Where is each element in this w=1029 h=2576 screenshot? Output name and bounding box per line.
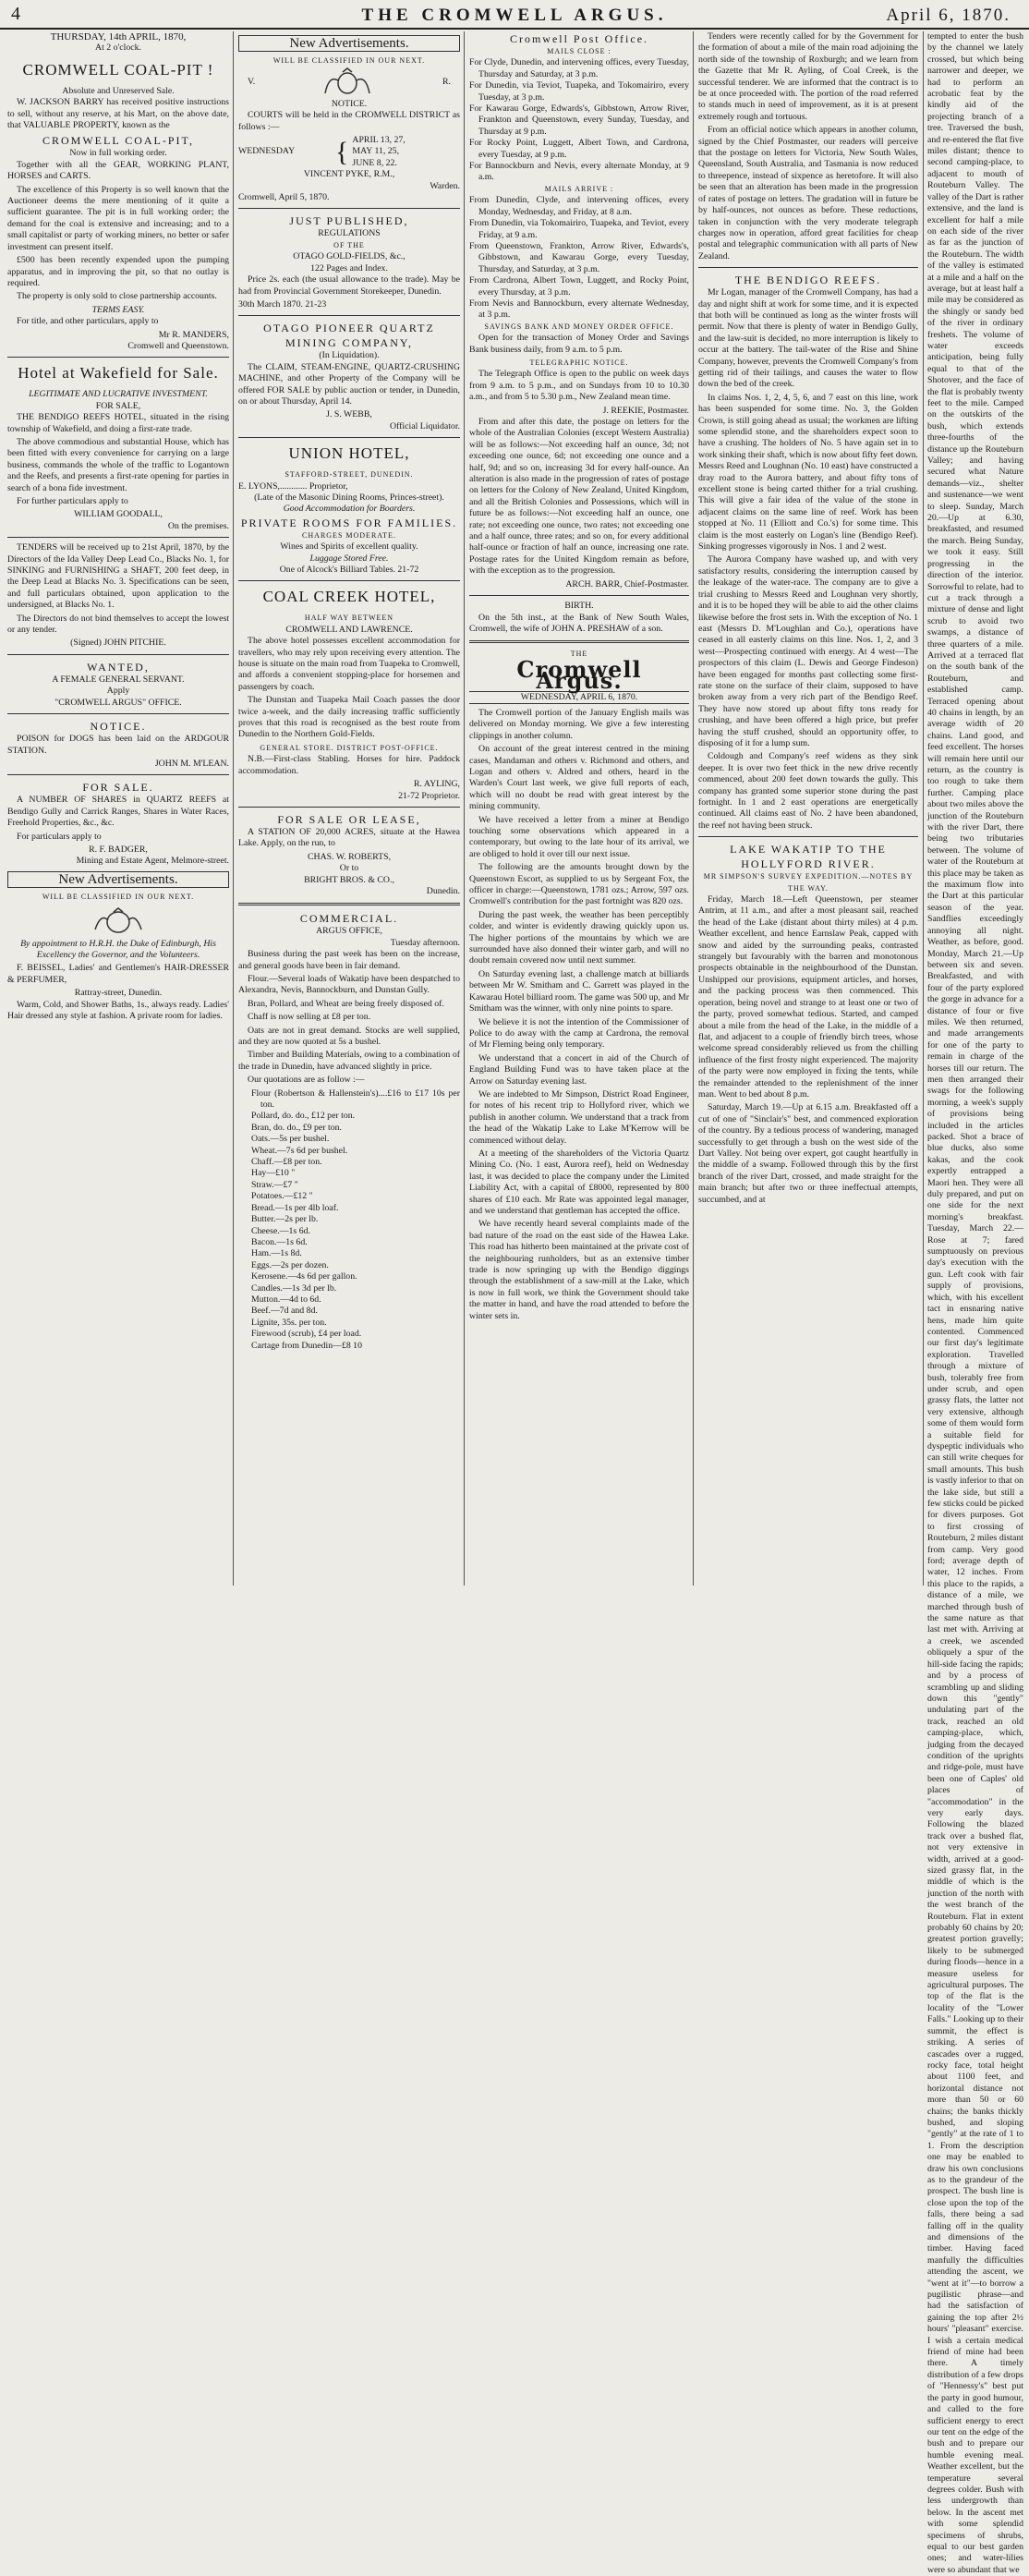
column-divider (923, 31, 924, 1586)
claim: The CLAIM, STEAM-ENGINE, QUARTZ-CRUSHING MACHINE, and other Property of the Company will be offered FOR SALE by public auction or tender, in Dunedin, on or about Thursday, April 14. (238, 361, 460, 407)
price-item: Chaff.—£8 per ton. (251, 1157, 322, 1168)
tenders-para: Tenders were recently called for by the Government for the formation of about a mile of the main road adjoining the north side of the township of Roxburgh; and we learn from the Gazette that Mr R. Ayling, of Coal Creek, is the successful tenderer. We are informed that the contract is to be at once proceeded with. The portion of the road referred to stands much in need of improvement, as it is at present extremely rough and tortuous. (698, 31, 918, 122)
tenders-directors: The Directors do not bind themselves to accept the lowest or any tender. (7, 613, 229, 636)
price-item: Oats.—5s per bushel. (251, 1134, 330, 1145)
coalpit-title: CROMWELL COAL-PIT ! (22, 60, 214, 79)
wednesday: WEDNESDAY (238, 146, 296, 157)
price-item: Kerosene.—4s 6d per gallon. (251, 1271, 357, 1282)
column-5 (927, 31, 1023, 2575)
bran: Bran, Pollard, and Wheat are being freely disposed of. (248, 998, 444, 1009)
quotations: Our quotations are as follow :— (248, 1075, 365, 1086)
divider (698, 267, 918, 268)
lake-sub: MR SIMPSON'S SURVEY EXPEDITION.—NOTES BY THE WAY. (703, 872, 914, 893)
price-item: Lignite, 35s. per ton. (251, 1317, 327, 1328)
shares-apply: For particulars apply to (17, 831, 102, 842)
divider (238, 437, 460, 438)
just-published: JUST PUBLISHED, (289, 214, 409, 228)
divider (238, 315, 460, 316)
divider (238, 903, 460, 905)
price-item: Wheat.—7s 6d per bushel. (251, 1145, 348, 1156)
goodall-loc: On the premises. (167, 520, 229, 531)
webb: J. S. WEBB, (326, 409, 372, 420)
coalpit-sub: Absolute and Unreserved Sale. (62, 85, 175, 96)
price-item: Bacon.—1s 6d. (251, 1236, 308, 1247)
court-date: APRIL 13, 27, (352, 135, 406, 146)
brace: { (335, 136, 349, 167)
beissel-body: Warm, Cold, and Shower Baths, 1s., always ready. Ladies' Hair dressed any style at fashion. A private room for ladies. (7, 999, 229, 1021)
price-date: 30th March 1870. 21-23 (238, 298, 327, 310)
editorial-p: We have recently heard several complaints made of the bad nature of the road on the east side of the Hawea Lake. This road has hitherto been maintained at the private cost of the neighbouring runholders, but as an extensive timber trade is now springing up with the Bendigo diggings through the establishment of a saw-mill at the Lake, which is now in full work, we think the Government should take the matter in hand, and have the road attended to before the winter sets in. (469, 1219, 689, 1321)
roberts: CHAS. W. ROBERTS, (307, 851, 392, 862)
lease-body: A STATION OF 20,000 ACRES, situate at the Hawea Lake. Apply, on the run, to (238, 826, 460, 849)
bendigo-p: Coldough and Company's reef widens as they sink deeper. It is over two feet thick in the new drive recently commenced, about 200 feet down towards the gully. This company has granted some superior stone during the past fortnight. In 1 and 2 east operations are energetically continued. All claims east of No. 2 have been abandoned, the reef not having been struck. (698, 751, 918, 831)
bendigo-p: Mr Logan, manager of the Cromwell Company, has had a day and night shift at work for some time, and it is expected that both will be continued as long as the winter frosts will permit. Now that there is plenty of water in Bendigo Gully, and the law-suit is decided, no more interruption is likely to occur at the battery. The tail-water of the Rise and Shine Company, however, prevents the Cromwell Company's from getting rid of their tailings, and causes the water to flow down the bed of the creek. (698, 287, 918, 390)
luggage: Luggage Stored Free. (309, 553, 389, 564)
timber: Timber and Building Materials, owing to a combination of the trade in Dunedin, have advanced slightly in price. (238, 1050, 460, 1072)
ayling-title: 21-72 Proprietor. (398, 790, 460, 801)
webb-title: Official Liquidator. (390, 420, 460, 431)
store: GENERAL STORE. DISTRICT POST-OFFICE. (260, 743, 439, 752)
editorial-p: We believe it is not the intention of the Commissioner of Police to do away with the camp at Cardrona, the removal of Mr Fleming being only temporary. (469, 1016, 689, 1051)
savings-body: Open for the transaction of Money Order and Savings Bank business daily, from 9 a.m. to 5 p.m. (469, 333, 689, 355)
editorial-p: The Cromwell portion of the January English mails was delivered on Monday morning. We give a few interesting clippings in another column. (469, 707, 689, 741)
new-ads-heading: New Advertisements. (7, 871, 229, 888)
divider (7, 537, 229, 538)
post-office-heading: Cromwell Post Office. (509, 32, 649, 45)
of-the: OF THE (333, 240, 365, 249)
hotel-forsale: FOR SALE, (95, 400, 141, 411)
paper-date: WEDNESDAY, APRIL 6, 1870. (469, 691, 689, 704)
liquidation: (In Liquidation). (319, 350, 380, 361)
editorial-p: We are indebted to Mr Simpson, District Road Engineer, for notes of his recent trip to Hollyford river, which we publish in another column. We understand that a track from the head of the Wakatip Lake to Lake M'Kerrow will be commenced without delay. (469, 1088, 689, 1146)
arrive-list (469, 195, 689, 321)
sale-date: THURSDAY, 14th APRIL, 1870, (50, 31, 187, 43)
comm-body: Business during the past week has been on the increase, and general goods have been in fair demand. (238, 949, 460, 971)
editorial-p: We have received a letter from a miner at Bendigo touching some observations which appeared in a contemporary, but owing to the late hour of its arrival, we are obliged to hold it over till our next issue. (469, 814, 689, 859)
private-rooms: PRIVATE ROOMS FOR FAMILIES. (240, 516, 458, 529)
wanted-apply: Apply (106, 686, 130, 697)
editorial-p: We understand that a concert in aid of the Church of England Building Fund was to have taken place at the Arrow on Saturday evening last. (469, 1052, 689, 1087)
editorial-p: On Saturday evening last, a challenge match at billiards between Mr W. Smitham and C. Garrett was played in the Kawarau Hotel billiard room. The game was 500 up, and Mr Smitham was the winner, with only nine points to spare. (469, 968, 689, 1015)
beissel-loc: Rattray-street, Dunedin. (74, 988, 163, 999)
column-divider (233, 31, 234, 1586)
mail-close-item: For Bannockburn and Nevis, every alternate Monday, at 9 a.m. (469, 161, 689, 183)
price-item: Beef.—7d and 8d. (251, 1306, 318, 1317)
birth-body: On the 5th inst., at the Bank of New South Wales, Cromwell, the wife of JOHN A. PRESHAW of a son. (469, 612, 689, 634)
poison: POISON for DOGS has been laid on the ARDGOUR STATION. (7, 734, 229, 756)
court-dates (238, 135, 460, 169)
barr: ARCH. BARR, Chief-Postmaster. (565, 578, 689, 589)
page-number: 4 (11, 4, 20, 24)
lyons: E. LYONS,............ Proprietor, (238, 480, 348, 492)
court-date: MAY 11, 25, (352, 146, 400, 157)
charges: CHARGES MODERATE. (302, 530, 396, 540)
badger-loc: Mining and Estate Agent, Melmore-street. (76, 856, 229, 867)
price-item: Ham.—1s 8d. (251, 1248, 302, 1259)
editorial-p: On account of the great interest centred in the mining cases, Mandaman and others v. Richmond and others, and Logan and others v. Aldred and others, heard in the Warden's Court last week, we give full reports of each, which will no doubt be read with great interest by the mining community. (469, 744, 689, 812)
price-item: Bread.—1s per 4lb loaf. (251, 1202, 339, 1213)
ayling: R. AYLING, (414, 779, 460, 790)
crest-right: R. (442, 76, 451, 87)
savings: SAVINGS BANK AND MONEY ORDER OFFICE. (484, 322, 674, 331)
divider (469, 595, 689, 596)
flour: Flour.—Several loads of Wakatip have been despatched to Alexandra, Nevis, Bannockburn, and Dunstan Gully. (238, 973, 460, 996)
lake-head: LAKE WAKATIP TO THE HOLLYFORD RIVER. (730, 843, 887, 871)
divider (238, 807, 460, 808)
divider (469, 640, 689, 643)
vr-crest-block (238, 67, 460, 99)
classified-note: WILL BE CLASSIFIED IN OUR NEXT. (42, 893, 195, 902)
paper-name: Cromwell Argus. (516, 655, 642, 695)
bright-loc: Dunedin. (426, 885, 460, 896)
divider (238, 580, 460, 581)
price-item: Cartage from Dunedin—£8 10 (251, 1340, 362, 1351)
coalpit-apply: For title, and other particulars, apply to (17, 316, 159, 327)
price-item: Mutton.—4d to 6d. (251, 1294, 321, 1305)
journey-continued: tempted to enter the bush by the channel we lately crossed, but which being narrower and deeper, we had to perform an acrobatic feat by the kindly aid of the projecting branch of a tree. Traversed the bush, and re-entered the flat five miles distant; thence to second camping-place, to adjacent to mouth of Routeburn Valley. The valley of the Dart is rather extensive, and the land is excellent for half a mile on each side of the river as far as the junction of the Routeburn. The width of the valley is estimated at a mile and a half on the average, but at least half a mile may be considered as the shingly or sandy bed of the river in ordinary freshets. The volume of water exceeds anticipation, being fully equal to that of the Shotover, and the face of the flat is probably twenty feet to the mile. Camped on the outskirts of the bush, which extends three-fourths of the distance up the Routeburn Valley; and having secured what Nature demands—viz., shelter and sustenance—we went to sleep. Sunday, March 20.—Up at 6.30, breakfasted, and resumed the march. Being Sunday, we took it easy. Still progressing in the direction of the interior. Sorrowful to relate, had to cut a track through a mixture of dense and light scrub to avoid two swamps, a distance of three quarters of a mile. Arrived at a terraced flat on the south bank of the Routeburn, and established camp. Terraced opening about 40 chains in length, by an average width of 20 chains. Land good, and feed excellent. The horses will remain here until our return, as the country is too rough to take them further. Camping place about two miles above the junction of the Routeburn with the river Dart, there being two tributaries between. The volume of water of the Routeburn at this place may be taken as the maximum flow into the Dart at this particular season of the year. Sandflies exceedingly annoying all night. Weather, as before, good. Monday, March 21.—Up between six and seven. Breakfasted, and with four of the party explored the gorge in advance for a distance of four or five miles. We then returned, and made arrangements for one of the party to remain in charge of the horses till our return. The men then arranged their swags for the following morning, a week's supply of provisions being included in the articles packed. Shot a brace of blue ducks, also some kakas, and the cook expertly entrapped a Maori hen. They were all duly prepared, and put on one side for the next morning's breakfast. Tuesday, March 22.—Rose at 7; fared sumptuously on previous day's execution with the gun. Left cook with fair supply of provisions, which, with his excellent tact in ensnaring native hens, made him quite contented. Commenced our first day's legitimate exploration. Travelled through a mixture of bush, tolerably free from under scrub, and open grassy flats, the latter not very extensive, although some of them would form a suitable field for dyspeptic individuals who can still write cheques for small amounts. This bush is vastly inferior to that on the lake side, but still a few sticks could be picked for divers purposes. Got to first crossing of Routeburn, 2 miles distant from camp. Very good ford; average depth of water, 12 inches. From this place to the rapids, a distance of a mile, we marched through bush of the same nature as that last met with. Arriving at a creek, we ascended obliquely a spur of the hill-side facing the rapids; and by a process of scrambling up and sliding down this "gently" undulating part of the track, reached an old camping-place, which, judging from the decayed condition of the uprights and ridge-pole, must have been one of Caples' old places of "accommodation" in the very early days. Following the blazed track over a bushed flat, not very extensive in width, arrived at a good-sized grassy flat, in the middle of which is the junction of the north with the west branch of the Routeburn. Flat in extent probably 60 chains by 20; greatest portion gravelly; likely to be submerged during floods—hence in a measure useless for agricultural purposes. The top of the flat is the locality of the "Lower Falls." Looking up to their summit, the effect is striking. A series of cascades over a rugged, rocky face, total height about 1100 feet, and horizontal distance not more than 50 or 60 chains; the banks thickly bushed, and sloping "gently" at the rate of 1 to 1. From the description one may be enabled to draw his own conclusions as to the grandeur of the prospect. The bush line is close upon the top of the falls, there being a sad falling off in the quality and dimensions of the timber. Having faced manfully the difficulties attending the ascent, we "went at it"—to borrow a pugilistic phrase—and had the satisfaction of gaining the top after 2½ hours' "pleasant" exercise. I wish a certain medical friend of mine had been there. A timely distribution of a few drops of "Hennessy's" best put the party in good humour, and called to the fore sufficient energy to erect our tent on the edge of the bush and to prepare our humble evening meal. Weather excellent, but the temperature several degrees colder. Bush with less undergrowth than below. In the ascent met with some splendid specimens of shrubs, equal to our best garden ones; and water-lilies were so abundant that we (927, 31, 1023, 2575)
hotel-body2: The above commodious and substantial House, which has been fitted with every convenience for carrying on a large business, commands the whole of the traffic to Logantown and the Reefs, and presents a first-rate opening for parties in search of a bona fide investment. (7, 436, 229, 493)
pyke: VINCENT PYKE, R.M., (303, 169, 395, 180)
coalpit-prop: The property is only sold to close partnership accounts. (17, 291, 217, 302)
coalpit-name: CROMWELL COAL-PIT, (42, 134, 194, 148)
telegraph-body: The Telegraph Office is open to the public on week days from 9 a.m. to 5 p.m., and on Sundays from 10 to 10.30 a.m., and from 5 to 5.30 p.m., New Zealand mean time. (469, 369, 689, 403)
coalcreek-body2: The Dunstan and Tuapeka Mail Coach passes the door twice a-week, and the daily increasing traffic sufficiently proves that this road is recognised as the best route from Dunedin to the Northern Gold-Fields. (238, 695, 460, 740)
mail-close-item: For Kawarau Gorge, Edwards's, Gibbstown, Arrow River, Frankton and Queenstown, every Sunday, Tuesday, and Thursday at 9 p.m. (469, 103, 689, 137)
pyke-date: Cromwell, April 5, 1870. (238, 192, 330, 203)
tenders-body: TENDERS will be received up to 21st April, 1870, by the Directors of the Ida Valley Deep Lead Co., Blacks No. 1, for SINKING and FURNISHING a SHAFT, 200 feet deep, in the Deep Lead at Blacks No. 3. Specifications can be seen, and full particulars obtained, upon application to the undersigned, at Blacks No. 1. (7, 542, 229, 611)
manders-loc: Cromwell and Queenstown. (127, 340, 229, 351)
warden: Warden. (430, 180, 460, 191)
billiard: One of Alcock's Billiard Tables. 21-72 (279, 565, 419, 575)
editorial-p: At a meeting of the shareholders of the Victoria Quartz Mining Co. (No. 1 east, Aurora reef), held on Wednesday last, it was decided to place the company under the Limited Liability Act, with a capital of £8000, represented by 800 shares of £10 each. Mr Rate was appointed legal manager, and we understand that gentleman has accepted the office. (469, 1148, 689, 1216)
crest-left: V. (248, 76, 256, 87)
coalcreek-body: The above hotel possesses excellent accommodation for travellers, who may rely upon receiving every attention. The house is situate on the main road from Tuapeka to Cromwell, and affords a convenient stopping-place for horsemen and passengers by coach. (238, 636, 460, 692)
column-divider (693, 31, 694, 1586)
masthead-date: April 6, 1870. (886, 6, 1011, 25)
mlean: JOHN M. M'LEAN. (154, 758, 229, 769)
column-4 (698, 31, 918, 1586)
hotel-sub: LEGITIMATE AND LUCRATIVE INVESTMENT. (29, 389, 208, 400)
column-divider (464, 31, 465, 1586)
mail-arrive-item: From Cardrona, Albert Town, Luggett, and Rocky Point, every Thursday, at 3 p.m. (469, 275, 689, 298)
appointment: By appointment to H.R.H. the Duke of Edinburgh, His Excellency the Governor, and the Volunteers. (20, 938, 216, 960)
coal-creek-hotel: COAL CREEK HOTEL, (262, 588, 436, 606)
hotel-apply: For further particulars apply to (17, 496, 128, 506)
coalpit-para: W. JACKSON BARRY has received positive instructions to sell, without any reserve, at his Mart, on the above date, that VALUABLE PROPERTY, known as the (7, 97, 229, 131)
wanted: WANTED, (87, 660, 150, 674)
lake-p: Saturday, March 19.—Up at 6.15 a.m. Breakfasted off a cut of one of "Sinclair's" best, and commenced exploration of the country. By a tedious process of wandering, managed successfully to get through a bush on the west side of the Dart Valley. Not being over expert, got caught heartfully in the middle of a swamp. Followed through this by the first branch of the river Dart, crossed, and made straight for the main branch; but after two or three ineffectual attempts, succumbed, and at (698, 1102, 918, 1205)
postal-para: From an official notice which appears in another column, signed by the Chief Postmaster, our readers will perceive that the postage on letters for Victoria, New South Wales, Queensland, South Australia, and Tasmania is now reduced to threepence, instead of sixpence as heretofore. It will also be seen that an alteration has been made in the progression of rates of postage on letters. The gradation will in future be by half-ounces, not ounces as before. These reductions, taken in conjunction with the very moderate telegraph charges now in operation, afford great facilities for cheap postal and telegraphic communication with all parts of New Zealand. (698, 125, 918, 261)
mails-arrive: MAILS ARRIVE : (544, 184, 614, 193)
union-st: STAFFORD-STREET, DUNEDIN. (284, 470, 414, 480)
price-item: Hay—£10 " (251, 1168, 296, 1179)
or-to: Or to (339, 863, 359, 874)
lake-p: Friday, March 18.—Left Queenstown, per steamer Antrim, at 11 a.m., and after a most pleasant sail, reached the head of the Lake (distant about thirty miles) at 4 p.m. Weather excellent, and hence Earnslaw Peak, capped with snow and aided by the surrounding peaks, contrasted strangely but favourably with the barren and monotonous prospects obtainable in the neighbourhood of the Dunstan. Unshipped our provisions, equipment articles, and horses, and the packing process was then commenced. This operation, being novel and strange to at least one or two of the party, proved somewhat tedious. Started, and camped about a mile from the head of the Lake, in the middle of a flat, and adjacent to a couple of friendly birch trees, whose welcome spread considerably relieved us from the chilling influence of the first frosty night experienced. The majority of the party were now employed in fixing the tents, while the remainder attended to the replenishment of the inner man. Went to bed about 8 p.m. (698, 894, 918, 1100)
mails-close: MAILS CLOSE : (547, 47, 611, 55)
column-3 (469, 31, 689, 1586)
lyons-late: (Late of the Masonic Dining Rooms, Princes-street). (254, 492, 444, 503)
new-ads-heading: New Advertisements. (238, 35, 460, 52)
price-item: Flour (Robertson & Hallenstein's)....£16 to £17 10s per ton. (251, 1088, 460, 1111)
goodall: WILLIAM GOODALL, (74, 509, 163, 520)
badger: R. F. BADGER, (89, 844, 148, 855)
oats: Oats are not in great demand. Stocks are well supplied, and they are now quoted at 5s a bushel. (238, 1025, 460, 1047)
boarders: Good Accommodation for Boarders. (283, 504, 416, 515)
price: Price 2s. each (the usual allowance to the trade). May be had from Provincial Government Storekeeper, Dunedin. (238, 274, 460, 297)
otago-goldfields: OTAGO GOLD-FIELDS, &c., (293, 251, 406, 262)
sale-time: At 2 o'clock. (95, 43, 141, 54)
bendigo-p: The Aurora Company have washed up, and with very satisfactory results, considering the interruption caused by the leakage of the water-race. The company are to give a trial crushing to Messrs Reed and Loughnan very shortly, and it is to be hoped they will be able to aid the other claims likewise before the frost sets in. With the exception of No. 1 east (Messrs D. M'Loughlan and Co.), operations have ceased in all easterly claims on this line. Nos. 1, 2, and 3 west—Prospecting continued with energy. At 4 west—The prospectors of this claim (L. Dewis and George Findeson) have been engaged for months past collecting some first-rate stone on the surface of their claim, supposed to have broken away from a very rich part of the Bendigo Reef. They have now stored up about fifty tons ready for crushing, and have been offered a high price, but prefer having the stuff crushed, should an opportunity offer, to disposing of it for a lump sum. (698, 554, 918, 748)
telegraph: TELEGRAPHIC NOTICE. (529, 358, 629, 367)
price-item: Straw.—£7 " (251, 1179, 298, 1190)
wanted-body: A FEMALE GENERAL SERVANT. (52, 674, 185, 685)
editorial-p: The following are the amounts brought down by the Queenstown Escort, as supplied to us by Sergeant Fox, the officer in charge:—Queenstown, 1781 ozs.; Arrow, 597 ozs. Cromwell's contribution for the past fortnight was 820 ozs. (469, 862, 689, 907)
halfway: HALF WAY BETWEEN (304, 614, 394, 623)
mail-arrive-item: From Dunedin, Clyde, and intervening offices, every Monday, Wednesday, and Friday, at 8 a.m. (469, 195, 689, 217)
divider (7, 713, 229, 714)
court-date: JUNE 8, 22. (352, 157, 397, 168)
divider (238, 208, 460, 209)
lease: FOR SALE OR LEASE, (277, 812, 421, 826)
beissel: F. BEISSEL, Ladies' and Gentlemen's HAIR-DRESSER & PERFUMER, (7, 963, 229, 985)
hotel-title: Hotel at Wakefield for Sale. (18, 364, 219, 383)
coalpit-500: £500 has been recently expended upon the pumping apparatus, and in improving the pit, so that no outlay is required. (7, 255, 229, 288)
mail-arrive-item: From Queenstown, Frankton, Arrow River, Edwards's, Gibbstown, and Kawarau Gorge, every Tuesday, Thursday, and Saturday, at 3 p.m. (469, 240, 689, 274)
price-item: Bran, do. do., £9 per ton. (251, 1122, 342, 1133)
regs: REGULATIONS (318, 228, 381, 239)
royal-arms-icon (320, 67, 375, 97)
mail-close-item: For Clyde, Dunedin, and intervening offices, every Tuesday, Thursday and Saturday, at 3 p.m. (469, 57, 689, 79)
price-item: Firewood (scrub), £4 per load. (251, 1329, 362, 1340)
pitchie: (Signed) JOHN PITCHIE. (70, 638, 166, 649)
column-2 (238, 31, 460, 1586)
tuesday: Tuesday afternoon. (390, 937, 460, 948)
price-item: Pollard, do. do., £12 per ton. (251, 1111, 356, 1122)
divider (7, 654, 229, 655)
postage-body: From and after this date, the postage on letters for the whole of the Australian Colonies (except Western Australia) will be as follows:—Not exceeding half an ounce, 3d; not exceeding one ounce, 6d; not exceeding one ounce and a half, 9d; and so on, increasing 3d for every half-ounce. An alteration is also made in the progression of rates of postage on letters for the Colony of New Zealand, United Kingdom, and all the British Colonies and Possessions, which will in future be as follows:—Not exceeding half an ounce, one rate; not exceeding one ounce, two rates; not exceeding one and a half ounce, three rates; and so on, for every additional half-ounce or fraction of half an ounce, increasing one rate. Postage rates for the United Kingdom remain as before, with the exception as to the progression. (469, 417, 689, 577)
manders: Mr R. MANDERS, (158, 329, 229, 340)
royal-crest-icon (86, 907, 151, 935)
bendigo-p: In claims Nos. 1, 2, 4, 5, 6, and 7 east on this line, work has been suspended for some time. No. 3, the Golden Crown, is still going ahead as usual; the workmen are lifting some splendid stone, and the shareholders expect soon to have a crushing. The holders of No. 5 have again set in to work sinking their shaft, which is now about fifty feet down. Messrs Reed and Loughnan (No. 10 east) have constructed a dray road to the Aurora battery, and about fifty tons of excellent stone is being carted thither for a trial crushing. This will give a fair idea of the value of the stone in adjacent claims on the same line of reef. Work has been stopped at No. 11 (Elliott and Co.'s) for some time. This claim is the most easterly on Logan's line (Bendigo Reef). Sinking progresses vigorously in Nos. 1 and 2 west. (698, 392, 918, 553)
union-hotel: UNION HOTEL, (288, 444, 410, 463)
courts: COURTS will be held in the CROMWELL DISTRICT as follows :— (238, 110, 460, 132)
notice-heading: NOTICE. (331, 98, 368, 109)
birth: BIRTH. (564, 601, 594, 612)
bright: BRIGHT BROS. & CO., (304, 874, 394, 885)
price-item: Butter.—2s per lb. (251, 1214, 319, 1225)
mail-arrive-item: From Nevis and Bannockburn, every alternate Wednesday, at 3 p.m. (469, 298, 689, 321)
editorial-p: During the past week, the weather has been perceptibly colder, and winter is evidently drawing quickly upon us. The higher portions of the mountains by which we are surrounded have also donned their winter garb, and will no doubt remain covered now until next summer. (469, 909, 689, 966)
notice: NOTICE. (90, 720, 147, 734)
divider (698, 836, 918, 837)
forsale2: FOR SALE. (82, 781, 154, 795)
chaff: Chaff is now selling at £8 per ton. (248, 1012, 371, 1023)
argus-office: ARGUS OFFICE, (316, 926, 382, 937)
commercial: COMMERCIAL. (299, 912, 399, 926)
wanted-office: "CROMWELL ARGUS" OFFICE. (54, 697, 182, 708)
price-list (238, 1088, 460, 1352)
mail-close-item: For Rocky Point, Luggett, Albert Town, and Cardrona, every Tuesday, at 9 p.m. (469, 138, 689, 160)
shares: A NUMBER OF SHARES in QUARTZ REEFS at Bendigo Gully and Carrick Ranges, Shares in Water Races, Freehold Properties, &c., &c. (7, 795, 229, 829)
pioneer: OTAGO PIONEER QUARTZ MINING COMPANY, (263, 322, 435, 350)
the: THE (570, 650, 588, 659)
paper-masthead-title: THE CROMWELL ARGUS. (361, 6, 668, 25)
hotel-body: THE BENDIGO REEFS HOTEL, situated in the rising township of Wakefield, and doing a first-rate trade. (7, 412, 229, 434)
price-item: Cheese.—1s 6d. (251, 1225, 310, 1236)
coalpit-gear: Together with all the GEAR, WORKING PLANT, HORSES and CARTS. (7, 159, 229, 182)
reekie: J. REEKIE, Postmaster. (602, 405, 689, 416)
divider (7, 774, 229, 775)
cromlaw: CROMWELL AND LAWRENCE. (285, 624, 413, 635)
price-item: Candles.—1s 3d per lb. (251, 1282, 337, 1294)
wines: Wines and Spirits of excellent quality. (280, 541, 418, 553)
column-1 (7, 31, 229, 1586)
close-list (469, 57, 689, 183)
price-item: Eggs.—2s per dozen. (251, 1259, 329, 1270)
mail-close-item: For Dunedin, via Teviot, Tuapeka, and Tokomairiro, every Tuesday, at 3 p.m. (469, 80, 689, 103)
stabling: N.B.—First-class Stabling. Horses for hire. Paddock accommodation. (238, 754, 460, 776)
coalpit-body: The excellence of this Property is so well known that the Auctioneer deems the mere mentioning of it quite a sufficient guarantee. The pit is in full working order; the demand for the coal is extensive and increasing; and to a small capitalist or party of working miners, no better or safer investment can present itself. (7, 184, 229, 252)
classified-note: WILL BE CLASSIFIED IN OUR NEXT. (272, 56, 426, 66)
coalpit-working: Now in full working order. (69, 148, 167, 159)
masthead (0, 0, 1029, 30)
pages: 122 Pages and Index. (310, 262, 388, 273)
price-item: Potatoes.—£12 " (251, 1191, 313, 1202)
terms: TERMS EASY. (91, 304, 145, 315)
mail-arrive-item: From Dunedin, via Tokomairiro, Tuapeka, and Teviot, every Friday, at 9 a.m. (469, 218, 689, 240)
bendigo-head: THE BENDIGO REEFS. (734, 273, 882, 287)
divider (7, 357, 229, 358)
